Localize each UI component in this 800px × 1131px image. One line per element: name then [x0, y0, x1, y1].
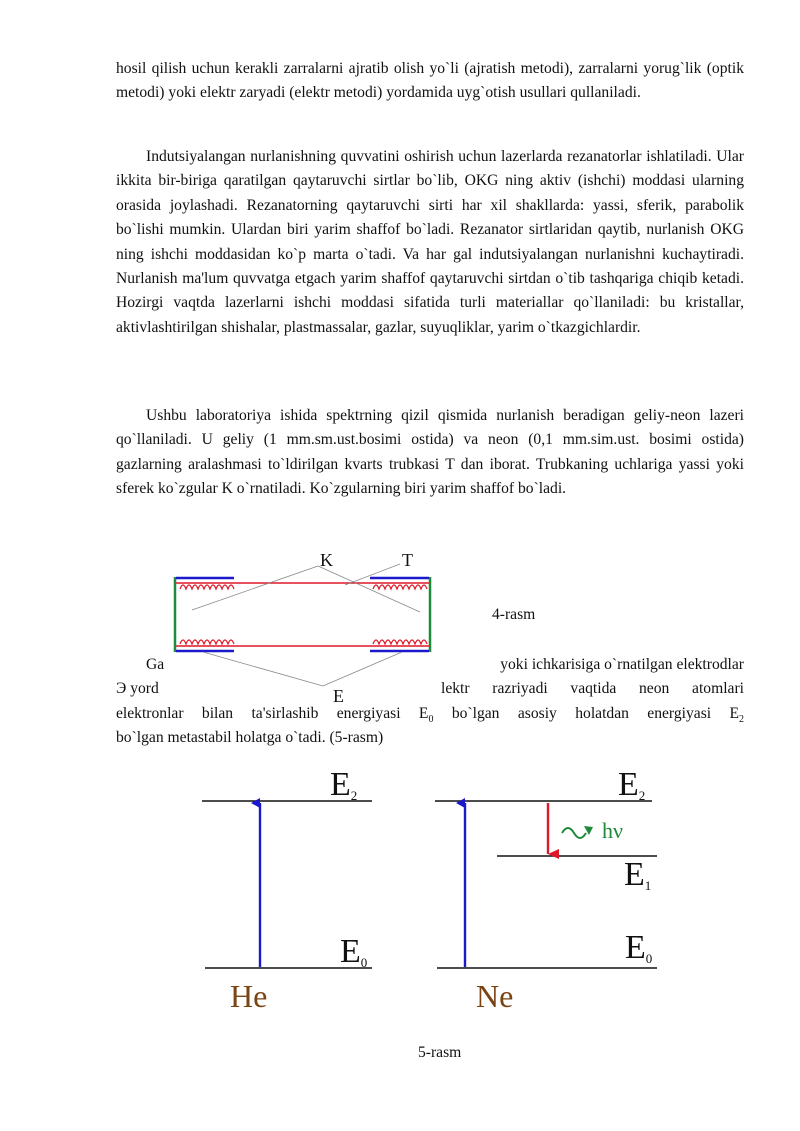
paragraph-4-fragment-a: Ga	[146, 656, 165, 673]
paragraph-4-fragment-c: Э yord	[116, 680, 159, 697]
figure-4-caption: 4-rasm	[492, 606, 536, 623]
photon-label: hν	[602, 818, 623, 843]
paragraph-4-line-3: elektronlar bilan ta'sirlashib energiyasi $E_0$ bo`lgan asosiy holatdan energiyasi $E_2$	[116, 705, 744, 726]
paragraph-4-fragment-d: lektr razriyadi vaqtida neon atomlari	[441, 680, 744, 697]
paragraph-3: Ushbu laboratoriya ishida spektrning qizil qismida nurlanish beradigan geliy-neon lazeri qo`llaniladi. U geliy (1 mm.sm.ust.bosimi ostida) va neon (0,1 mm.sim.ust. bosimi ostida) gazlarning aralashmasi to`ldirilgan kvarts trubkasi T dan iborat. Trubkaning uchlariga yassi yoki sferek ko`zgular K o`rnatiladi. Ko`zgularning biri yarim shaffof bo`ladi.	[116, 407, 744, 498]
label-t: T	[402, 550, 413, 570]
ne-e1-label: E1	[624, 856, 652, 893]
photon-wave-icon	[562, 828, 586, 838]
paragraph-4-line-4: bo`lgan metastabil holatga o`tadi. (5-rasm)	[116, 729, 384, 746]
he-atom-label: He	[230, 978, 268, 1014]
ne-e0-label: E0	[625, 929, 653, 966]
label-e: E	[333, 686, 344, 706]
he-e2-label: E2	[330, 766, 358, 803]
ne-atom-label: Ne	[476, 978, 514, 1014]
figure-5-caption: 5-rasm	[418, 1044, 462, 1061]
ne-e2-label: E2	[618, 766, 646, 803]
he-e0-label: E0	[340, 933, 368, 970]
paragraph-1: hosil qilish uchun kerakli zarralarni ajratib olish yo`li (ajratish metodi), zarralarni yorug`lik (optik metodi) yoki elektr zaryadi (elektr metodi) yordamida uyg`otish usullari qullaniladi.	[116, 60, 744, 102]
paragraph-4-fragment-b: yoki ichkarisiga o`rnatilgan elektrodlar	[500, 656, 744, 673]
paragraph-2: Indutsiyalangan nurlanishning quvvatini oshirish uchun lazerlarda rezanatorlar ishlatiladi. Ular ikkita bir-biriga qaratilgan qaytaruvchi sirtlar bo`lib, OKG ning aktiv (ishchi) moddasi ularning orasida joylashadi. Rezanatorning qaytaruvchi sirti har xil shakllarda: yassi, sferik, parabolik bo`lishi mumkin. Ulardan biri yarim shaffof bo`ladi. Rezanator sirtlaridan qaytib, nurlanish OKG ning ishchi moddasidan ko`p marta o`tadi. Va har gal indutsiyalangan nurlanishni kuchaytiradi. Nurlanish ma'lum quvvatga etgach yarim shaffof qaytaruvchi sirtdan o`tib tashqariga chiqib ketadi. Hozirgi vaqtda lazerlarni ishchi moddasi sifatida turli materiallar qo`llaniladi: bu kristallar, aktivlashtirilgan shishalar, plastmassalar, gazlar, suyuqliklar, yarim o`tkazgichlardir.	[116, 148, 744, 336]
label-k: K	[320, 550, 333, 570]
